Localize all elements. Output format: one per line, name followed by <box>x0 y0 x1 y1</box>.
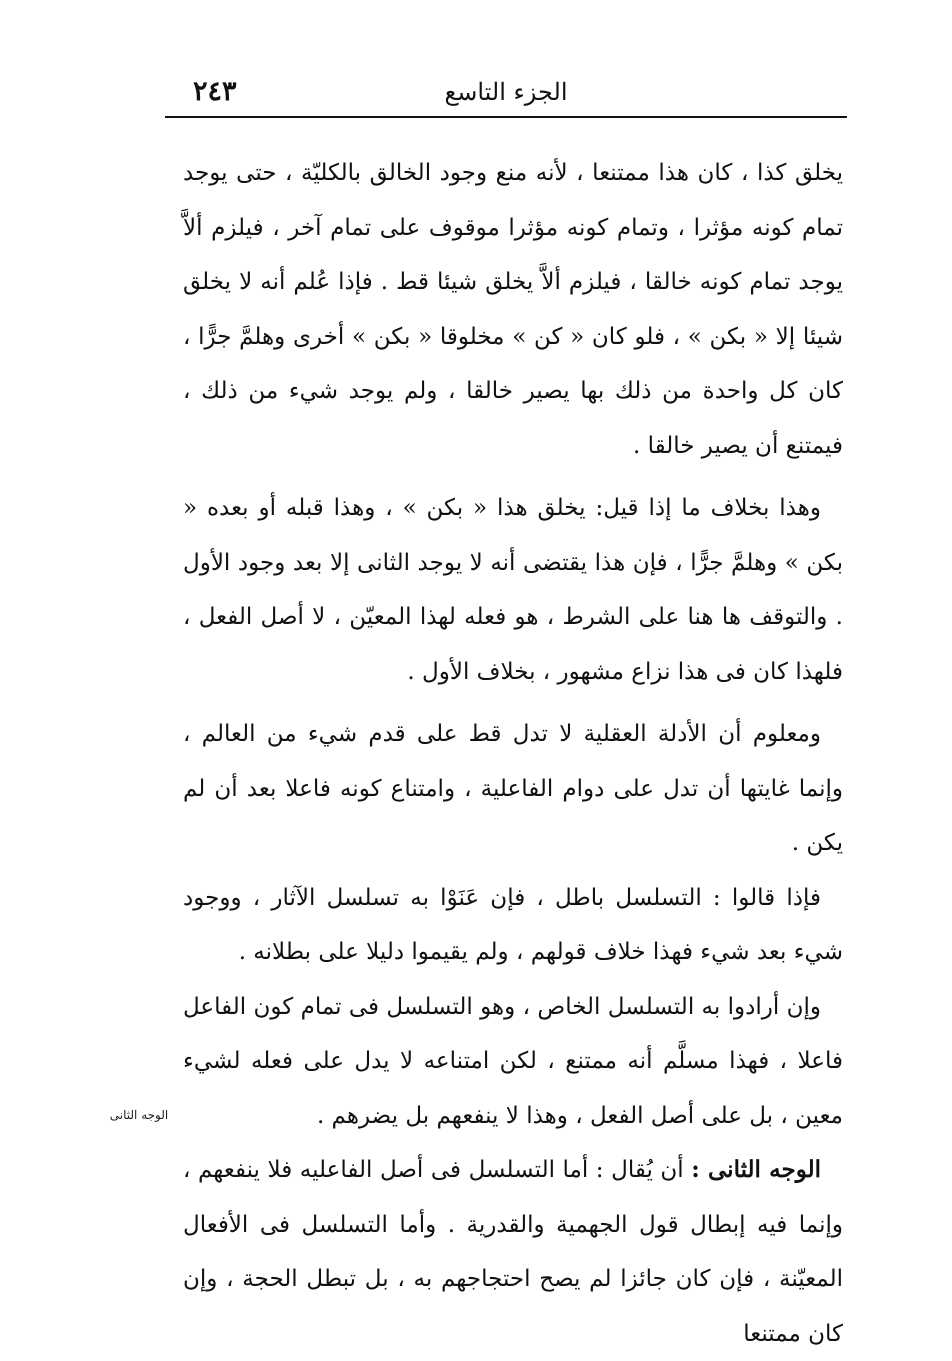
paragraph-5-text: وإن أرادوا به التسلسل الخاص ، وهو التسلسل فى تمام كون الفاعل فاعلا ، فهذا مسلَّم أنه ممتنع ، لكن امتناعه لا يدل على فعله لشيء معين ، بل على أصل الفعل ، وهذا لا ينفعهم بل يضرهم . <box>183 993 843 1129</box>
section-lead: الوجه الثانى : <box>691 1156 821 1183</box>
page-header <box>165 70 847 118</box>
paragraph-5 <box>183 980 843 1144</box>
paragraph-1 <box>183 146 843 473</box>
body-text <box>183 146 843 1361</box>
paragraph-1-text: يخلق كذا ، كان هذا ممتنعا ، لأنه منع وجود الخالق بالكليّة ، حتى يوجد تمام كونه مؤثرا ، وتمام كونه مؤثرا موقوف على تمام آخر ، فيلزم ألاَّ يوجد تمام كونه خالقا ، فيلزم ألاَّ يخلق شيئا قط . فإذا عُلم أنه لا يخلق شيئا إلا « بكن » ، فلو كان « كن » مخلوقا « بكن » أخرى وهلمَّ جرًّا ، كان كل واحدة من ذلك بها يصير خالقا ، ولم يوجد شيء من ذلك ، فيمتنع أن يصير خالقا . <box>183 160 843 459</box>
running-title: الجزء التاسع <box>444 78 568 106</box>
paragraph-3 <box>183 707 843 871</box>
margin-note: الوجه الثانى <box>109 1108 169 1122</box>
paragraph-3-text: ومعلوم أن الأدلة العقلية لا تدل قط على قدم شيء من العالم ، وإنما غايتها أن تدل على دوام الفاعلية ، وامتناع كونه فاعلا بعد أن لم يكن . <box>183 721 843 856</box>
paragraph-4 <box>183 871 843 980</box>
paragraph-4-text: فإذا قالوا : التسلسل باطل ، فإن عَنَوْا به تسلسل الآثار ، ووجود شيء بعد شيء فهذا خلاف قولهم ، ولم يقيموا دليلا على بطلانه . <box>183 884 843 965</box>
paragraph-2-text: وهذا بخلاف ما إذا قيل: يخلق هذا « بكن » ، وهذا قبله أو بعده « بكن » وهلمَّ جرًّا ، فإن هذا يقتضى أنه لا يوجد الثانى إلا بعد وجود الأول . والتوقف ها هنا على الشرط ، هو فعله لهذا المعيّن ، لا أصل الفعل ، فلهذا كان فى هذا نزاع مشهور ، بخلاف الأول . <box>183 495 843 685</box>
paragraph-6 <box>183 1143 843 1361</box>
paragraph-6-text: أن يُقال : أما التسلسل فى أصل الفاعليه فلا ينفعهم ، وإنما فيه إبطال قول الجهمية والقدرية . وأما التسلسل فى الأفعال المعيّنة ، فإن كان جائزا لم يصح احتجاجهم به ، بل تبطل الحجة ، وإن كان ممتنعا <box>183 1157 843 1347</box>
page-number: ٢٤٣ <box>193 76 237 107</box>
paragraph-2 <box>183 481 843 699</box>
